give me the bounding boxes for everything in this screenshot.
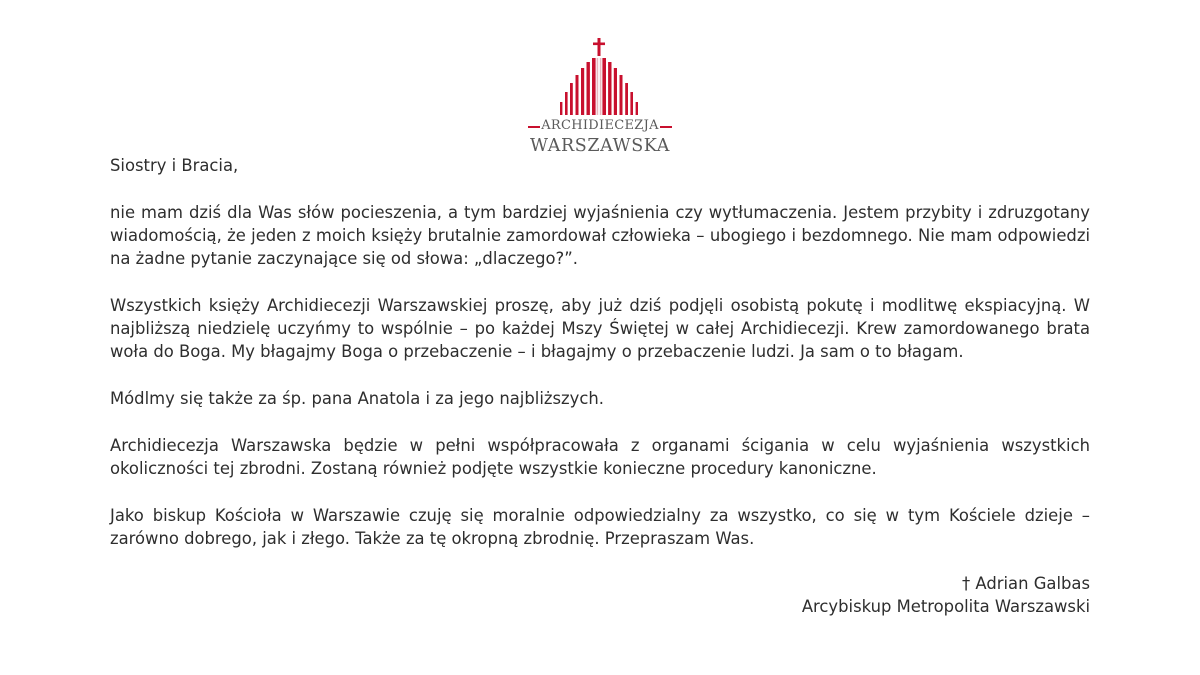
logo-text-archidiecezja: ARCHIDIECEZJA: [541, 118, 659, 133]
logo-text-warszawska: WARSZAWSKA: [530, 136, 670, 156]
letter-paragraph-3: Módlmy się także za śp. pana Anatola i za jego najbliższych.: [110, 388, 604, 408]
letter-greeting: Siostry i Bracia,: [110, 156, 239, 175]
signature-name: † Adrian Galbas: [962, 574, 1090, 593]
archdiocese-logo: [520, 34, 680, 160]
letter-body: [110, 155, 1090, 551]
cathedral-cross-logo-icon: [520, 34, 680, 118]
logo-right-dash: [660, 126, 672, 128]
letter-paragraph-5: Jako biskup Kościoła w Warszawie czuję się moralnie odpowiedzialny za wszystko, co się w tym Kościele dzieje – zarówno dobrego, jak i złego. Także za tę okropną zbrodnię. Przepraszam Was.: [110, 505, 1090, 548]
signature-block: [802, 573, 1090, 619]
letter-paragraph-2: Wszystkich księży Archidiecezji Warszawskiej proszę, aby już dziś podjęli osobistą pokutę i modlitwę ekspiacyjną. W najbliższą niedzielę uczyńmy to wspólnie – po każdej Mszy Świętej w całej Archidiecezji. Krew zamordowanego brata woła do Boga. My błagajmy Boga o przebaczenie – i błagajmy o przebaczenie ludzi. Ja sam o to błagam.: [110, 295, 1090, 361]
letter-paragraph-1: nie mam dziś dla Was słów pocieszenia, a tym bardziej wyjaśnienia czy wytłumaczenia. Jestem przybity i zdruzgotany wiadomością, że jeden z moich księży brutalnie zamordował człowieka – ubogiego i bezdomnego. Nie mam odpowiedzi na żadne pytanie zaczynające się od słowa: „dlaczego?”.: [110, 203, 1090, 268]
signature-title: Arcybiskup Metropolita Warszawski: [801, 596, 1090, 616]
letter-paragraph-4: Archidiecezja Warszawska będzie w pełni współpracowała z organami ścigania w celu wyjaśnienia wszystkich okoliczności tej zbrodni. Zostaną również podjęte wszystkie konieczne procedury kanoniczne.: [110, 435, 1090, 478]
